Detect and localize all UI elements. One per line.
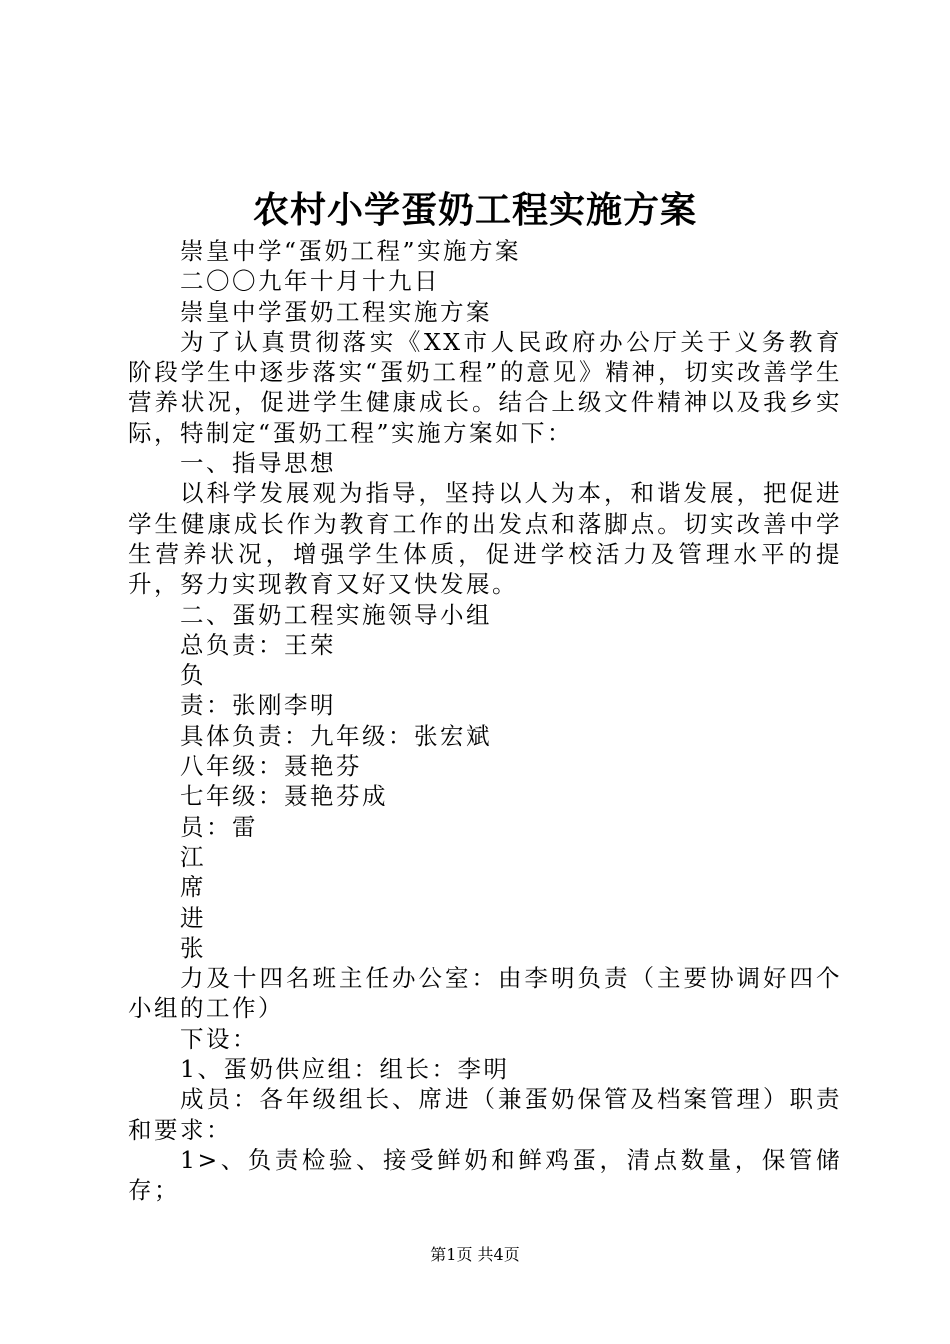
paragraph: 1、蛋奶供应组：组长：李明: [180, 1055, 510, 1084]
paragraph: 以科学发展观为指导，坚持以人为本，和谐发展，把促进学生健康成长作为教育工作的出发点和落脚点。切实改善中学生营养状况，增强学生体质，促进学校活力及管理水平的提升，努力实现教育又好又快发展。: [128, 479, 842, 599]
paragraph: 二〇〇九年十月十九日: [180, 267, 440, 296]
paragraph: 下设：: [180, 1024, 258, 1053]
paragraph: 员：雷: [180, 812, 258, 841]
document-title: 农村小学蛋奶工程实施方案: [252, 189, 697, 231]
paragraph: 席: [180, 873, 206, 902]
section-heading: 一、指导思想: [180, 449, 336, 478]
paragraph: 具体负责：九年级：张宏斌: [180, 721, 492, 750]
paragraph: 江: [180, 842, 206, 871]
paragraph: 成员：各年级组长、席进（兼蛋奶保管及档案管理）职责和要求：: [128, 1085, 842, 1144]
paragraph: 负: [180, 661, 206, 690]
paragraph: 进: [180, 903, 206, 932]
paragraph: 张: [180, 933, 206, 962]
paragraph: 责：张刚李明: [180, 691, 336, 720]
paragraph: 八年级：聂艳芬: [180, 752, 362, 781]
paragraph: 1>、负责检验、接受鲜奶和鲜鸡蛋，清点数量，保管储存；: [128, 1145, 842, 1205]
page-footer: 第1页 共4页: [430, 1245, 520, 1264]
paragraph: 七年级：聂艳芬成: [180, 782, 388, 811]
section-heading: 二、蛋奶工程实施领导小组: [180, 600, 492, 629]
paragraph: 力及十四名班主任办公室：由李明负责（主要协调好四个小组的工作）: [128, 964, 842, 1023]
document-body: [128, 236, 842, 1206]
paragraph: 为了认真贯彻落实《XX市人民政府办公厅关于义务教育阶段学生中逐步落实“蛋奶工程”的意见》精神，切实改善学生营养状况，促进学生健康成长。结合上级文件精神以及我乡实际，特制定“蛋奶工程”实施方案如下：: [128, 327, 842, 447]
paragraph: 总负责：王荣: [180, 630, 336, 659]
paragraph: 崇皇中学蛋奶工程实施方案: [180, 297, 492, 326]
paragraph: 崇皇中学“蛋奶工程”实施方案: [180, 237, 522, 265]
